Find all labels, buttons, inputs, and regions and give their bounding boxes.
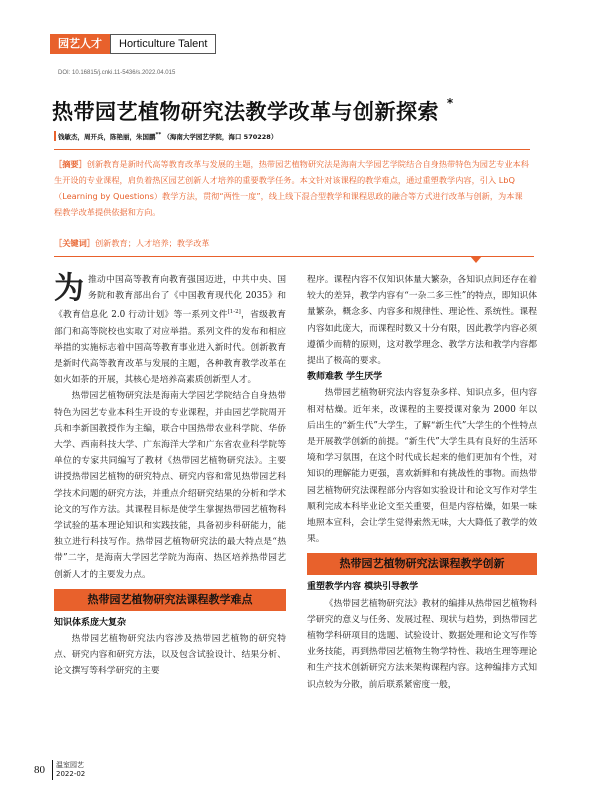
section-heading: 热带园艺植物研究法课程教学难点 bbox=[54, 589, 286, 611]
subsection-heading: 重塑教学内容 模块引导教学 bbox=[307, 582, 419, 593]
page-number: 80 bbox=[34, 764, 45, 776]
article-title-text: 热带园艺植物研究法教学改革与创新探索 bbox=[52, 100, 439, 124]
paragraph: 程序。课程内容不仅知识体量大繁杂，各知识点间还存在着较大的差异，教学内容有“一杂二多三性”的特点，即知识体量繁杂，概念多、内容多和规律性、理论性、系统性。课程内容如此庞大，而课程时数又十分有限，因此教学内容必须遵循少而精的原则，这对教学理念、教学方法和教学内容都提出了极高的要求。 bbox=[307, 275, 537, 367]
journal-issue: 2022-02 bbox=[56, 770, 86, 778]
subsection-heading: 教师难教 学生厌学 bbox=[307, 372, 383, 383]
paragraph: 热带园艺植物研究法是海南大学园艺学院结合自身热带特色为园艺专业本科生开设的专业课程，并由园艺学院周开兵和李新国教授作为主编，联合中国热带农业科学院、华侨大学、西南科技大学、广东海洋大学和广东省农业科学院等单位的专家共同编写了教材《热带园艺植物研究法》。主要讲授热带园艺植物的研究特点、研究内容和常见热带园艺科学技术问题的研究方法，并重点介绍研究结果的分析和学术论文的写作方法。其课程目标是使学生掌握热带园艺植物科学试验的基本理论知识和实践技能，具备初步科研能力，能独立进行科技写作。热带园艺植物研究法的最大特点是“热带”二字，是海南大学园艺学院为海南、热区培养热带园艺创新人才的主要发力点。 bbox=[54, 391, 286, 580]
body-column-left bbox=[54, 272, 286, 680]
keywords-label: ［关键词］ bbox=[54, 238, 95, 248]
footer-divider bbox=[52, 760, 53, 780]
drop-cap: 为 bbox=[54, 271, 84, 306]
authors: 钱敏杰，周开兵，陈艳丽，朱国鹏 bbox=[58, 133, 156, 142]
subsection-heading: 知识体系庞大复杂 bbox=[54, 617, 127, 628]
affiliation: （海南大学园艺学院，海口 570228） bbox=[163, 133, 278, 142]
keywords-text: 创新教育；人才培养；教学改革 bbox=[94, 238, 210, 248]
intro-text-cont: ，省级教育部门和高等院校也实取了对应举措。系列文件的发布和相应举措的实施标志着中国高等教育事业进入新时代。创新教育是新时代高等教育改革与发展的主题，各种教育教学改革在如火如荼的开展，其核心是培养高素质创新型人才。 bbox=[54, 310, 286, 386]
section-tag-english: Horticulture Talent bbox=[110, 34, 216, 54]
authors-line bbox=[58, 132, 277, 141]
authors-marker bbox=[54, 131, 56, 141]
article-title bbox=[52, 96, 454, 126]
journal-name: 温室园艺 bbox=[56, 761, 84, 769]
title-footnote-mark: * bbox=[446, 96, 454, 110]
paragraph: 热带园艺植物研究法内容复杂多样、知识点多，但内容相对枯燥。近年来，改课程的主要授课对象为 2000 年以后出生的“新生代”大学生，了解“新生代”大学生的个性特点是开展教学创新的前提。“新生代”大学生具有良好的生活环境和学习氛围，在这个时代成长起来的他们更加有个性，对知识的理解能力更强，喜欢新鲜和有挑战性的事物。而热带园艺植物研究法课程部分内容如实验设计和论文写作对学生顺利完成本科毕业论文至关重要，但是内容枯燥，如果一味地照本宣科，会让学生觉得索然无味，大大降低了教学的效果。 bbox=[307, 388, 537, 545]
paragraph: 《热带园艺植物研究法》教材的编排从热带园艺植物科学研究的意义与任务、发展过程、现状与趋势，到热带园艺植物学科研项目的选题、试验设计、数据处理和论文写作等业务技能，再到热带园艺植物生物学特性、栽培生理等理论和生产技术创新研究方法来架构课程内容。这种编排方式知识点较为分散，前后联系紧密度一般， bbox=[307, 598, 537, 690]
journal-info bbox=[56, 761, 85, 779]
author-footnote-mark: ** bbox=[155, 132, 162, 138]
paragraph: 热带园艺植物研究法内容涉及热带园艺植物的研究特点、研究内容和研究方法，以及包含试验设计、结果分析、论文撰写等科学研究的主要 bbox=[54, 633, 286, 677]
divider bbox=[54, 149, 530, 150]
citation: [1-2] bbox=[227, 309, 241, 316]
doi: DOI: 10.16815/j.cnki.11-5436/s.2022.04.015 bbox=[58, 70, 176, 76]
keywords bbox=[54, 238, 210, 249]
abstract-text: 创新教育是新时代高等教育改革与发展的主题，热带园艺植物研究法是海南大学园艺学院结合自身热带特色为园艺专业本科生开设的专业课程，肩负着热区园艺创新人才培养的重要教学任务。本文针对该课程的教学难点，通过重塑教学内容，引入 LbQ（Learning by Questions）教学方法，贯彻“两性一度”，线上线下混合型教学和课程思政的融合等方式进行改革与创新，为本课程教学改革提供依据和方向。 bbox=[54, 159, 529, 217]
keywords-divider bbox=[54, 256, 534, 257]
section-tag: 园艺人才 bbox=[50, 34, 110, 54]
section-heading: 热带园艺植物研究法课程教学创新 bbox=[307, 553, 537, 575]
abstract-label: ［摘要］ bbox=[54, 159, 87, 169]
intro-text: 推动中国高等教育向教育强国迈进，中共中央、国务院和教育部出台了《中国教育现代化 2035》和《教育信息化 2.0 行动计划》等一系列文件 bbox=[54, 275, 286, 321]
intro-paragraph bbox=[54, 272, 286, 388]
abstract bbox=[54, 156, 530, 220]
divider-arrow bbox=[470, 256, 482, 263]
body-column-right bbox=[307, 272, 537, 693]
